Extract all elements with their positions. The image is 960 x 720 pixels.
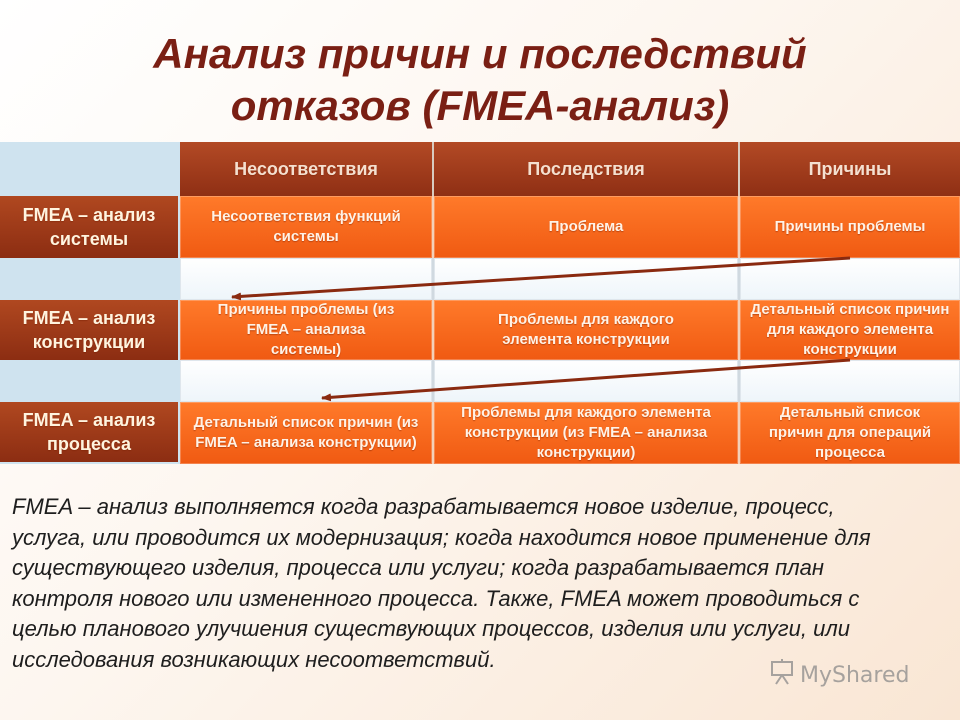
spacer-cell [434,258,740,300]
header-nonconformities: Несоответствия [180,142,434,196]
watermark [770,660,909,690]
row-label-system: FMEA – анализ системы [0,196,178,258]
spacer-cell [740,360,960,402]
slide-title-line-1: Анализ причин и последствий [153,30,807,77]
spacer-cell [180,360,434,402]
cell-design-consequences: Проблемы для каждого элемента конструкции [434,300,740,360]
cell-process-nonconformities: Детальный список причин (из FMEA – анализа конструкции) [180,402,434,464]
row-label-design: FMEA – анализ конструкции [0,300,178,360]
cell-system-causes: Причины проблемы [740,196,960,258]
slide-title [0,28,960,132]
cell-design-causes: Детальный список причин для каждого элемента конструкции [740,300,960,360]
watermark-text: MyShared [800,662,910,688]
fmea-description: FMEA – анализ выполняется когда разрабатывается новое изделие, процесс, услуга, или проводится их модернизация; когда находится новое применение для существующего изделия, процесса или услуги; когда разрабатывается план контроля нового или измененного процесса. Также, FMEA может проводиться с целью планового улучшения существующих процессов, изделия или услуги, или исследования возникающих несоответствий. [12,494,871,672]
presentation-board-icon [770,659,794,691]
cell-system-consequences: Проблема [434,196,740,258]
header-causes: Причины [740,142,960,196]
spacer-cell [180,258,434,300]
cell-process-causes: Детальный список причин для операций процесса [740,402,960,464]
spacer-cell [740,258,960,300]
spacer-cell [434,360,740,402]
header-consequences: Последствия [434,142,740,196]
row-label-process: FMEA – анализ процесса [0,402,178,462]
cell-system-nonconformities: Несоответствия функций системы [180,196,434,258]
slide-title-line-2: отказов (FMEA-анализ) [230,82,730,129]
cell-design-nonconformities: Причины проблемы (из FMEA – анализа системы) [180,300,434,360]
cell-process-consequences: Проблемы для каждого элемента конструкции (из FMEA – анализа конструкции) [434,402,740,464]
